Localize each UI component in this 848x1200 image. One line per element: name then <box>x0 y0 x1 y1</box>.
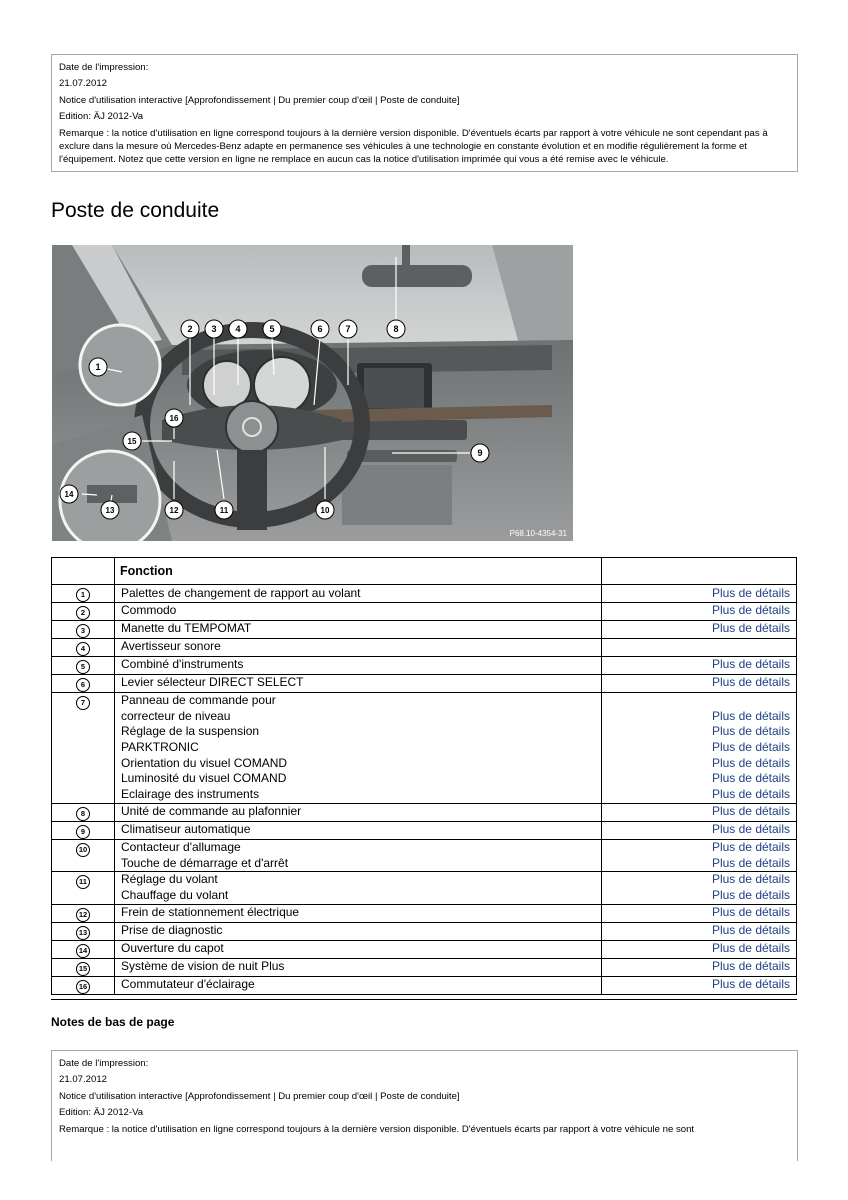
callout-number-icon: 5 <box>76 660 90 674</box>
callout-number-icon: 13 <box>76 926 90 940</box>
details-line <box>608 603 790 619</box>
details-line <box>608 771 790 787</box>
callout-11 <box>215 501 233 519</box>
svg-text:16: 16 <box>169 414 179 423</box>
details-link[interactable]: Plus de détails <box>711 958 790 973</box>
callout-number-icon: 1 <box>76 588 90 602</box>
details-link[interactable]: Plus de détails <box>711 771 790 786</box>
table-row <box>52 603 797 621</box>
details-line <box>608 675 790 691</box>
details-cell <box>602 839 797 871</box>
function-cell <box>115 803 602 821</box>
callout-15 <box>123 432 141 450</box>
print-notice-box <box>51 54 798 172</box>
details-cell <box>602 693 797 804</box>
function-label: Ouverture du capot <box>121 940 224 955</box>
table-row <box>52 621 797 639</box>
details-cell <box>602 872 797 904</box>
function-label: Luminosité du visuel COMAND <box>121 771 287 786</box>
table-row <box>52 872 797 904</box>
details-link[interactable]: Plus de détails <box>711 855 790 870</box>
callout-number-icon: 16 <box>76 980 90 994</box>
callout-number-icon: 3 <box>76 624 90 638</box>
function-label: Climatiseur automatique <box>121 821 251 836</box>
function-cell <box>115 821 602 839</box>
callout-number-icon: 14 <box>76 944 90 958</box>
function-label: Panneau de commande pour <box>121 693 276 707</box>
function-label: Palettes de changement de rapport au volant <box>121 586 361 600</box>
details-link[interactable]: Plus de détails <box>711 872 790 887</box>
cockpit-drawing <box>52 245 573 541</box>
table-row <box>52 675 797 693</box>
function-label: Manette du TEMPOMAT <box>121 621 252 635</box>
row-number-cell <box>52 872 115 904</box>
table-row <box>52 904 797 922</box>
callout-1 <box>89 358 107 376</box>
footnotes-title: Notes de bas de page <box>51 1015 175 1029</box>
function-label: Réglage du volant <box>121 872 218 887</box>
table-row <box>52 657 797 675</box>
function-cell <box>115 976 602 994</box>
details-link[interactable]: Plus de détails <box>711 708 790 723</box>
row-number-cell <box>52 958 115 976</box>
function-cell <box>115 657 602 675</box>
svg-text:12: 12 <box>169 506 179 515</box>
details-line <box>608 872 790 888</box>
callout-number-icon: 10 <box>76 843 90 857</box>
svg-text:6: 6 <box>317 324 323 334</box>
function-label: Contacteur d'allumage <box>121 839 241 854</box>
function-cell <box>115 603 602 621</box>
details-line <box>608 639 790 655</box>
details-cell <box>602 639 797 657</box>
details-cell <box>602 621 797 639</box>
callout-4 <box>229 320 247 338</box>
table-row <box>52 821 797 839</box>
row-number-cell <box>52 693 115 804</box>
details-link[interactable]: Plus de détails <box>711 586 790 600</box>
row-number-cell <box>52 904 115 922</box>
callout-16 <box>165 409 183 427</box>
header-number-cell <box>52 558 115 585</box>
callout-6 <box>311 320 329 338</box>
table-row <box>52 922 797 940</box>
details-cell <box>602 603 797 621</box>
function-label: Touche de démarrage et d'arrêt <box>121 855 289 870</box>
details-cell <box>602 675 797 693</box>
row-number-cell <box>52 839 115 871</box>
details-cell <box>602 803 797 821</box>
row-number-cell <box>52 922 115 940</box>
details-cell <box>602 657 797 675</box>
callout-10 <box>316 501 334 519</box>
details-link[interactable]: Plus de détails <box>711 657 790 671</box>
svg-text:5: 5 <box>269 324 275 334</box>
table-row <box>52 976 797 994</box>
function-label: Orientation du visuel COMAND <box>121 755 288 770</box>
details-link[interactable]: Plus de détails <box>711 755 790 770</box>
table-header-row <box>52 558 797 585</box>
divider <box>51 999 797 1000</box>
function-cell <box>115 872 602 904</box>
function-label: PARKTRONIC <box>121 740 199 755</box>
row-number-cell <box>52 603 115 621</box>
callout-8 <box>387 320 405 338</box>
svg-text:15: 15 <box>127 437 137 446</box>
header-link-cell <box>602 558 797 585</box>
details-line <box>608 977 790 993</box>
svg-text:3: 3 <box>211 324 217 334</box>
function-label: Réglage de la suspension <box>121 724 260 739</box>
remark-text: Remarque : la notice d'utilisation en ligne correspond toujours à la dernière version disponible. D'éventuels écarts par rapport à votre véhicule ne sont <box>59 1123 695 1135</box>
function-label: Unité de commande au plafonnier <box>121 803 302 818</box>
callout-5 <box>263 320 281 338</box>
svg-text:1: 1 <box>95 362 101 372</box>
table-row <box>52 958 797 976</box>
function-label: Combiné d'instruments <box>121 657 244 671</box>
table-row <box>52 839 797 871</box>
table-row <box>52 693 797 804</box>
callout-7 <box>339 320 357 338</box>
details-line <box>608 657 790 673</box>
details-link[interactable]: Plus de détails <box>711 724 790 739</box>
details-line <box>608 840 790 856</box>
details-link[interactable]: Plus de détails <box>711 603 790 617</box>
function-label: Levier sélecteur DIRECT SELECT <box>121 675 304 689</box>
callout-number-icon: 9 <box>76 825 90 839</box>
function-label: Commodo <box>121 603 177 617</box>
print-date-label: Date de l'impression: <box>59 62 149 73</box>
details-cell <box>602 922 797 940</box>
details-link[interactable]: Plus de détails <box>711 675 790 689</box>
print-date: 21.07.2012 <box>59 78 108 90</box>
print-date: 21.07.2012 <box>59 1074 108 1086</box>
function-cell <box>115 639 602 657</box>
header-function: Fonction <box>115 558 602 585</box>
details-cell <box>602 976 797 994</box>
details-line <box>608 856 790 872</box>
callout-14 <box>60 485 78 503</box>
details-link[interactable]: Plus de détails <box>711 740 790 755</box>
details-line <box>608 959 790 975</box>
manual-path: Notice d'utilisation interactive [Approfondissement | Du premier coup d'œil | Poste de conduite] <box>59 94 460 106</box>
callout-12 <box>165 501 183 519</box>
svg-text:11: 11 <box>219 506 229 515</box>
table-row <box>52 639 797 657</box>
details-link[interactable]: Plus de détails <box>711 839 790 854</box>
page-title: Poste de conduite <box>51 199 220 222</box>
row-number-cell <box>52 821 115 839</box>
details-line <box>608 709 790 725</box>
callout-number-icon: 11 <box>76 875 90 889</box>
details-line <box>608 923 790 939</box>
row-number-cell <box>52 639 115 657</box>
function-cell <box>115 621 602 639</box>
details-cell <box>602 585 797 603</box>
function-cell <box>115 585 602 603</box>
cockpit-illustration <box>52 245 573 541</box>
details-line <box>608 621 790 637</box>
table-row <box>52 940 797 958</box>
function-cell <box>115 839 602 871</box>
svg-text:8: 8 <box>393 324 399 334</box>
function-cell <box>115 904 602 922</box>
callout-number-icon: 4 <box>76 642 90 656</box>
details-cell <box>602 940 797 958</box>
function-label: Avertisseur sonore <box>121 639 221 653</box>
details-line <box>608 804 790 820</box>
function-label: Chauffage du volant <box>121 887 229 902</box>
remark-text: Remarque : la notice d'utilisation en ligne correspond toujours à la dernière version disponible. D'éventuels écarts par rapport à votre véhicule ne sont cependant pas à exclure dans la mesure où Mercedes-Benz adapte en permanence ses véhicules à une technologie en constante évolution et en modifie régulièrement la forme et l'équipement. Notez que cette version en ligne ne remplace en aucun cas la notice d'utilisation imprimée qui vous a été remise avec le véhicule. <box>59 127 768 166</box>
callout-number-icon: 7 <box>76 696 90 710</box>
details-line <box>608 724 790 740</box>
row-number-cell <box>52 976 115 994</box>
details-line <box>608 756 790 772</box>
callout-13 <box>101 501 119 519</box>
function-cell <box>115 922 602 940</box>
details-cell <box>602 821 797 839</box>
function-label: correcteur de niveau <box>121 708 231 723</box>
callout-number-icon: 8 <box>76 807 90 821</box>
svg-text:14: 14 <box>64 490 74 499</box>
svg-text:2: 2 <box>187 324 193 334</box>
row-number-cell <box>52 940 115 958</box>
edition: Edition: ÄJ 2012-Va <box>59 111 144 123</box>
callout-3 <box>205 320 223 338</box>
callout-9 <box>471 444 489 462</box>
details-line <box>608 585 790 601</box>
callout-2 <box>181 320 199 338</box>
details-link[interactable]: Plus de détails <box>711 922 790 937</box>
svg-text:9: 9 <box>477 448 483 458</box>
details-link[interactable]: Plus de détails <box>711 621 790 635</box>
print-notice-box-bottom <box>51 1050 798 1161</box>
details-link[interactable]: Plus de détails <box>711 976 790 991</box>
row-number-cell <box>52 803 115 821</box>
manual-path: Notice d'utilisation interactive [Approfondissement | Du premier coup d'œil | Poste de conduite] <box>59 1090 460 1102</box>
details-line <box>608 740 790 756</box>
details-line <box>608 905 790 921</box>
table-body <box>52 585 797 995</box>
svg-text:7: 7 <box>345 324 351 334</box>
details-link[interactable]: Plus de détails <box>711 803 790 818</box>
function-cell <box>115 675 602 693</box>
callout-number-icon: 2 <box>76 606 90 620</box>
print-date-label: Date de l'impression: <box>59 1058 149 1069</box>
function-label: Système de vision de nuit Plus <box>121 958 285 973</box>
row-number-cell <box>52 657 115 675</box>
figure-code: P68.10-4354-31 <box>509 529 567 538</box>
function-cell <box>115 940 602 958</box>
function-cell <box>115 958 602 976</box>
table-row <box>52 585 797 603</box>
details-line <box>608 888 790 904</box>
details-line <box>608 787 790 803</box>
svg-text:13: 13 <box>105 506 115 515</box>
details-link[interactable]: Plus de détails <box>711 821 790 836</box>
callout-number-icon: 6 <box>76 678 90 692</box>
details-cell <box>602 904 797 922</box>
details-line <box>608 941 790 957</box>
callout-number-icon: 15 <box>76 962 90 976</box>
function-table <box>51 557 797 995</box>
details-link[interactable]: Plus de détails <box>711 887 790 902</box>
row-number-cell <box>52 621 115 639</box>
function-label: Commutateur d'éclairage <box>121 976 255 991</box>
function-label: Prise de diagnostic <box>121 922 223 937</box>
details-link[interactable]: Plus de détails <box>711 787 790 802</box>
svg-text:10: 10 <box>320 506 330 515</box>
row-number-cell <box>52 675 115 693</box>
svg-text:4: 4 <box>235 324 241 334</box>
table-row <box>52 803 797 821</box>
details-link[interactable]: Plus de détails <box>711 904 790 919</box>
details-line <box>608 822 790 838</box>
details-line <box>608 693 790 709</box>
row-number-cell <box>52 585 115 603</box>
function-label: Eclairage des instruments <box>121 787 260 802</box>
callout-number-icon: 12 <box>76 908 90 922</box>
details-cell <box>602 958 797 976</box>
details-link[interactable]: Plus de détails <box>711 940 790 955</box>
edition: Edition: ÄJ 2012-Va <box>59 1107 144 1119</box>
function-label: Frein de stationnement électrique <box>121 904 300 919</box>
function-cell <box>115 693 602 804</box>
